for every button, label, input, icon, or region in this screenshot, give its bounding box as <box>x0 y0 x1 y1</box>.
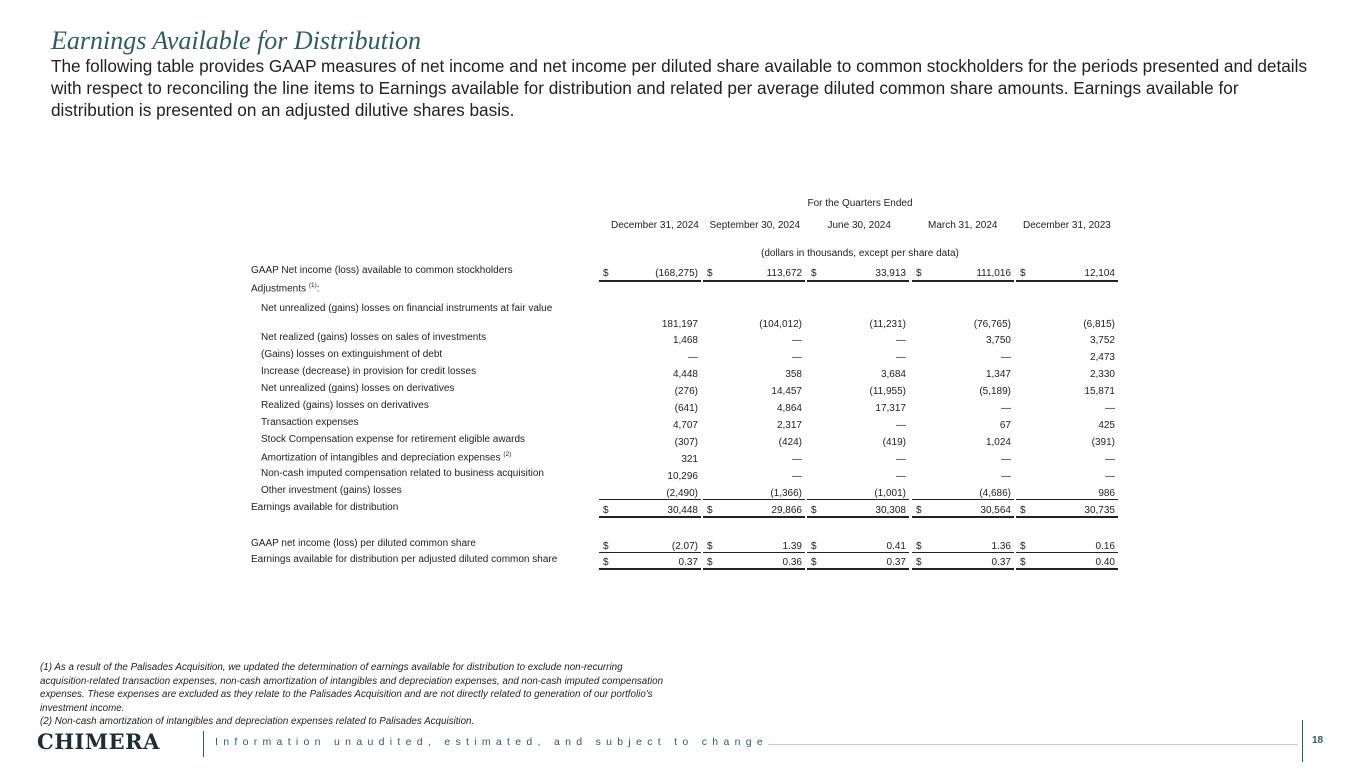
adjustments-label <box>251 282 320 294</box>
cell-value: 1,468 <box>672 335 698 346</box>
rule-under-ead <box>912 516 1014 518</box>
cell-value: 111,016 <box>976 268 1011 279</box>
rule-under-gaap-net-income <box>912 280 1014 282</box>
currency-symbol: $ <box>916 268 922 279</box>
row-ead-label: Earnings available for distribution <box>251 502 399 513</box>
row-adjustment-cell <box>707 471 802 485</box>
cell-value: 14,457 <box>771 386 802 397</box>
cell-value: 3,684 <box>880 369 906 380</box>
row-adjustment-label: Realized (gains) losses on derivatives <box>261 400 429 411</box>
cell-value: 0.16 <box>1095 541 1115 552</box>
table-header: For the Quarters Ended <box>807 198 913 209</box>
currency-symbol: $ <box>811 541 817 552</box>
cell-value: — <box>1001 403 1011 414</box>
row-adjustment-cell <box>603 420 698 434</box>
cell-value: — <box>1001 352 1011 363</box>
row-adjustment-cell <box>811 369 906 383</box>
footer-rule <box>768 744 1298 745</box>
row-adjustment-cell <box>916 352 1011 366</box>
rule-under-gaap-per-share <box>912 552 1014 553</box>
cell-value: (4,686) <box>979 488 1011 499</box>
rule-under-gaap-per-share <box>703 552 805 553</box>
row-adjustment-cell <box>707 454 802 468</box>
cell-value: 4,448 <box>672 369 698 380</box>
cell-value: (2.07) <box>671 541 698 552</box>
row-adjustment-label: Amortization of intangibles and depreciation expenses $^{(2)}$ <box>261 451 512 464</box>
row-adjustment-label: Net unrealized (gains) losses on derivatives <box>261 383 455 394</box>
row-adjustment-cell <box>811 352 906 366</box>
cell-value: (6,815) <box>1083 319 1115 330</box>
rule-under-gaap-per-share <box>1016 552 1118 553</box>
cell-value: 30,308 <box>875 505 906 516</box>
row-adjustment <box>251 451 1117 468</box>
rule-under-ead-per-share <box>912 568 1014 570</box>
cell-value: 4,707 <box>672 420 698 431</box>
cell-value: 181,197 <box>661 319 698 330</box>
row-ead-per-share-label: Earnings available for distribution per adjusted diluted common share <box>251 554 558 565</box>
cell-value: 30,448 <box>667 505 698 516</box>
currency-symbol: $ <box>1020 268 1026 279</box>
rule-under-gaap-per-share <box>599 552 701 553</box>
row-adjustment-cell <box>916 319 1011 333</box>
cell-value: (1,366) <box>770 488 802 499</box>
currency-symbol: $ <box>707 557 713 568</box>
cell-value: 67 <box>999 420 1011 431</box>
row-adjustment-cell <box>1020 471 1115 485</box>
row-adjustment-cell <box>1020 319 1115 333</box>
rule-under-ead <box>1016 516 1118 518</box>
row-adjustment-cell <box>603 437 698 451</box>
period-header: June 30, 2024 <box>827 220 891 231</box>
row-gaap-per-share-label: GAAP net income (loss) per diluted common share <box>251 538 476 549</box>
row-adjustment <box>251 349 1117 366</box>
row-adjustment-cell <box>811 454 906 468</box>
currency-symbol: $ <box>811 268 817 279</box>
row-adjustment-cell <box>811 386 906 400</box>
currency-symbol: $ <box>811 557 817 568</box>
currency-symbol: $ <box>1020 505 1026 516</box>
cell-value: 1,347 <box>985 369 1011 380</box>
row-adjustment-label: Other investment (gains) losses <box>261 485 402 496</box>
page-number: 18 <box>1312 735 1324 746</box>
rule-under-gaap-net-income <box>1016 280 1118 282</box>
row-adjustment-cell <box>916 335 1011 349</box>
rule-under-gaap-net-income <box>807 280 909 282</box>
rule-under-ead <box>599 516 701 518</box>
rule-under-gaap-net-income <box>599 280 701 282</box>
row-adjustment <box>251 332 1117 349</box>
row-adjustment <box>251 400 1117 417</box>
rule-under-ead-per-share <box>599 568 701 570</box>
currency-symbol: $ <box>603 505 609 516</box>
period-header: March 31, 2024 <box>928 220 998 231</box>
cell-value: (641) <box>674 403 698 414</box>
cell-value: 0.36 <box>782 557 802 568</box>
currency-symbol: $ <box>916 557 922 568</box>
rule-above-ead <box>703 499 805 500</box>
cell-value: (5,189) <box>979 386 1011 397</box>
footnote-1: (1) As a result of the Palisades Acquisition, we updated the determination of earnings available for distribution to exclude non-recurring acquisition-related transaction expenses, non-cash amortization of intangibles and depreciation expenses, and non-cash imputed compensation expenses. These expenses are excluded as they relate to the Palisades Acquisition and are not directly related to generation of our portfolio's investment income. <box>40 662 664 714</box>
cell-value: 2,330 <box>1089 369 1115 380</box>
rule-under-gaap-net-income <box>703 280 805 282</box>
cell-value: 10,296 <box>667 471 698 482</box>
row-adjustment-label: Transaction expenses <box>261 417 359 428</box>
row-adjustment-cell <box>811 319 906 333</box>
cell-value: — <box>1001 454 1011 465</box>
cell-value: 0.40 <box>1095 557 1115 568</box>
footnote-2: (2) Non-cash amortization of intangibles and depreciation expenses related to Palisades Acquisition. <box>40 716 475 727</box>
row-adjustment-cell <box>1020 386 1115 400</box>
cell-value: 3,750 <box>985 335 1011 346</box>
cell-value: 33,913 <box>875 268 906 279</box>
currency-symbol: $ <box>916 505 922 516</box>
cell-value: 12,104 <box>1084 268 1115 279</box>
row-adjustment-cell <box>811 437 906 451</box>
row-adjustment-cell <box>811 335 906 349</box>
currency-symbol: $ <box>603 557 609 568</box>
cell-value: (391) <box>1091 437 1115 448</box>
cell-value: (307) <box>674 437 698 448</box>
currency-symbol: $ <box>603 541 609 552</box>
currency-symbol: $ <box>1020 557 1026 568</box>
cell-value: 1,024 <box>985 437 1011 448</box>
cell-value: 2,317 <box>776 420 802 431</box>
currency-symbol: $ <box>707 505 713 516</box>
row-adjustment-cell <box>707 403 802 417</box>
row-adjustment-cell <box>916 471 1011 485</box>
currency-symbol: $ <box>707 541 713 552</box>
cell-value: 321 <box>681 454 698 465</box>
cell-value: — <box>896 454 906 465</box>
cell-value: 15,871 <box>1084 386 1115 397</box>
cell-value: (2,490) <box>666 488 698 499</box>
currency-symbol: $ <box>1020 541 1026 552</box>
cell-value: — <box>792 454 802 465</box>
intro-paragraph: The following table provides GAAP measures of net income and net income per diluted share available to common stockholders for the periods presented and details with respect to reconciling the line items to Earnings available for distribution and related per average diluted common share amounts. Earnings available for distribution is presented on an adjusted dilutive shares basis. <box>51 56 1308 120</box>
cell-value: (1,001) <box>874 488 906 499</box>
cell-value: — <box>1105 454 1115 465</box>
cell-value: (276) <box>674 386 698 397</box>
currency-symbol: $ <box>707 268 713 279</box>
row-adjustment-cell <box>707 437 802 451</box>
row-adjustment <box>251 434 1117 451</box>
row-adjustment-cell <box>1020 437 1115 451</box>
row-adjustment-cell <box>1020 369 1115 383</box>
period-header: December 31, 2024 <box>611 220 699 231</box>
cell-value: — <box>896 420 906 431</box>
cell-value: — <box>1105 403 1115 414</box>
cell-value: 30,564 <box>980 505 1011 516</box>
cell-value: — <box>896 335 906 346</box>
cell-value: 0.41 <box>886 541 906 552</box>
period-header: September 30, 2024 <box>709 220 801 231</box>
cell-value: — <box>1001 471 1011 482</box>
row-adjustment-cell <box>916 454 1011 468</box>
cell-value: (419) <box>882 437 906 448</box>
cell-value: 986 <box>1098 488 1115 499</box>
row-adjustment-cell <box>603 403 698 417</box>
rule-under-ead <box>703 516 805 518</box>
row-adjustment-cell <box>811 420 906 434</box>
row-adjustment-cell <box>707 420 802 434</box>
row-adjustment-cell <box>916 437 1011 451</box>
rule-under-ead-per-share <box>703 568 805 570</box>
cell-value: 425 <box>1098 420 1115 431</box>
cell-value: — <box>792 471 802 482</box>
row-adjustment-cell <box>603 352 698 366</box>
cell-value: 0.37 <box>886 557 906 568</box>
row-adjustment-cell <box>811 471 906 485</box>
row-adjustment <box>251 417 1117 434</box>
row-adjustment-cell <box>603 471 698 485</box>
cell-value: 1.39 <box>782 541 802 552</box>
adjustments-colon: : <box>316 283 320 295</box>
footer-divider <box>203 731 204 757</box>
period-header: December 31, 2023 <box>1023 220 1111 231</box>
cell-value: 30,735 <box>1084 505 1115 516</box>
cell-value: 0.37 <box>678 557 698 568</box>
units-note: (dollars in thousands, except per share data) <box>761 248 959 259</box>
footnote-marker: (2) <box>503 451 512 458</box>
adjustments-text: Adjustments <box>251 283 307 295</box>
row-adjustment-cell <box>603 319 698 333</box>
rule-above-ead <box>1016 499 1118 500</box>
cell-value: 4,864 <box>776 403 802 414</box>
cell-value: 29,866 <box>771 505 802 516</box>
rule-above-ead <box>599 499 701 500</box>
row-adjustment-cell <box>1020 403 1115 417</box>
cell-value: — <box>792 352 802 363</box>
row-adjustment <box>251 383 1117 400</box>
row-adjustment-label: Net realized (gains) losses on sales of investments <box>261 332 487 343</box>
rule-above-ead <box>807 499 909 500</box>
cell-value: 358 <box>785 369 802 380</box>
rule-above-ead <box>912 499 1014 500</box>
cell-value: — <box>792 335 802 346</box>
row-adjustment-label: (Gains) losses on extinguishment of debt <box>261 349 443 360</box>
row-adjustment-cell <box>707 352 802 366</box>
cell-value: — <box>1105 471 1115 482</box>
rule-under-gaap-per-share <box>807 552 909 553</box>
row-adjustment <box>251 303 1117 333</box>
cell-value: (424) <box>778 437 802 448</box>
row-adjustment-cell <box>1020 420 1115 434</box>
footnote-marker: (1) <box>308 282 317 289</box>
page-title: Earnings Available for Distribution <box>51 26 422 55</box>
currency-symbol: $ <box>916 541 922 552</box>
row-adjustment-cell <box>603 335 698 349</box>
row-adjustment-cell <box>1020 335 1115 349</box>
cell-value: — <box>896 352 906 363</box>
currency-symbol: $ <box>603 268 609 279</box>
row-adjustment-cell <box>916 420 1011 434</box>
row-adjustment-cell <box>916 386 1011 400</box>
cell-value: (11,231) <box>869 319 906 330</box>
cell-value: 17,317 <box>875 403 906 414</box>
cell-value: 0.37 <box>991 557 1011 568</box>
footer-page-divider <box>1302 720 1303 762</box>
row-adjustment <box>251 468 1117 485</box>
row-adjustment-cell <box>916 369 1011 383</box>
row-adjustment-cell <box>1020 454 1115 468</box>
row-adjustment-label: Stock Compensation expense for retirement eligible awards <box>261 434 526 445</box>
cell-value: — <box>688 352 698 363</box>
row-adjustment-cell <box>603 454 698 468</box>
row-adjustment-cell <box>707 369 802 383</box>
cell-value: (104,012) <box>759 319 802 330</box>
row-adjustment-cell <box>1020 352 1115 366</box>
cell-value: 1.36 <box>991 541 1011 552</box>
rule-under-ead-per-share <box>1016 568 1118 570</box>
row-adjustment-cell <box>811 403 906 417</box>
row-gaap-net-income-label: GAAP Net income (loss) available to common stockholders <box>251 265 513 276</box>
row-adjustment-cell <box>707 319 802 333</box>
cell-value: 2,473 <box>1089 352 1115 363</box>
row-adjustment-cell <box>916 403 1011 417</box>
cell-value: — <box>896 471 906 482</box>
row-adjustment-cell <box>603 369 698 383</box>
footnotes <box>40 661 670 729</box>
row-adjustment-cell <box>603 386 698 400</box>
cell-value: (11,955) <box>869 386 906 397</box>
row-adjustment <box>251 366 1117 383</box>
row-adjustment-cell <box>707 386 802 400</box>
cell-value: (168,275) <box>655 268 698 279</box>
cell-value: 3,752 <box>1089 335 1115 346</box>
currency-symbol: $ <box>811 505 817 516</box>
row-adjustment-label: Net unrealized (gains) losses on financial instruments at fair value <box>261 303 553 314</box>
row-adjustment-cell <box>707 335 802 349</box>
row-adjustment-label: Non-cash imputed compensation related to business acquisition <box>261 468 544 479</box>
footer-tagline: Information unaudited, estimated, and subject to change. <box>215 736 777 748</box>
rule-under-ead <box>807 516 909 518</box>
cell-value: 113,672 <box>766 268 802 279</box>
cell-value: (76,765) <box>973 319 1011 330</box>
row-adjustment-label: Increase (decrease) in provision for credit losses <box>261 366 477 377</box>
rule-under-ead-per-share <box>807 568 909 570</box>
company-logo: CHIMERA <box>37 729 160 754</box>
